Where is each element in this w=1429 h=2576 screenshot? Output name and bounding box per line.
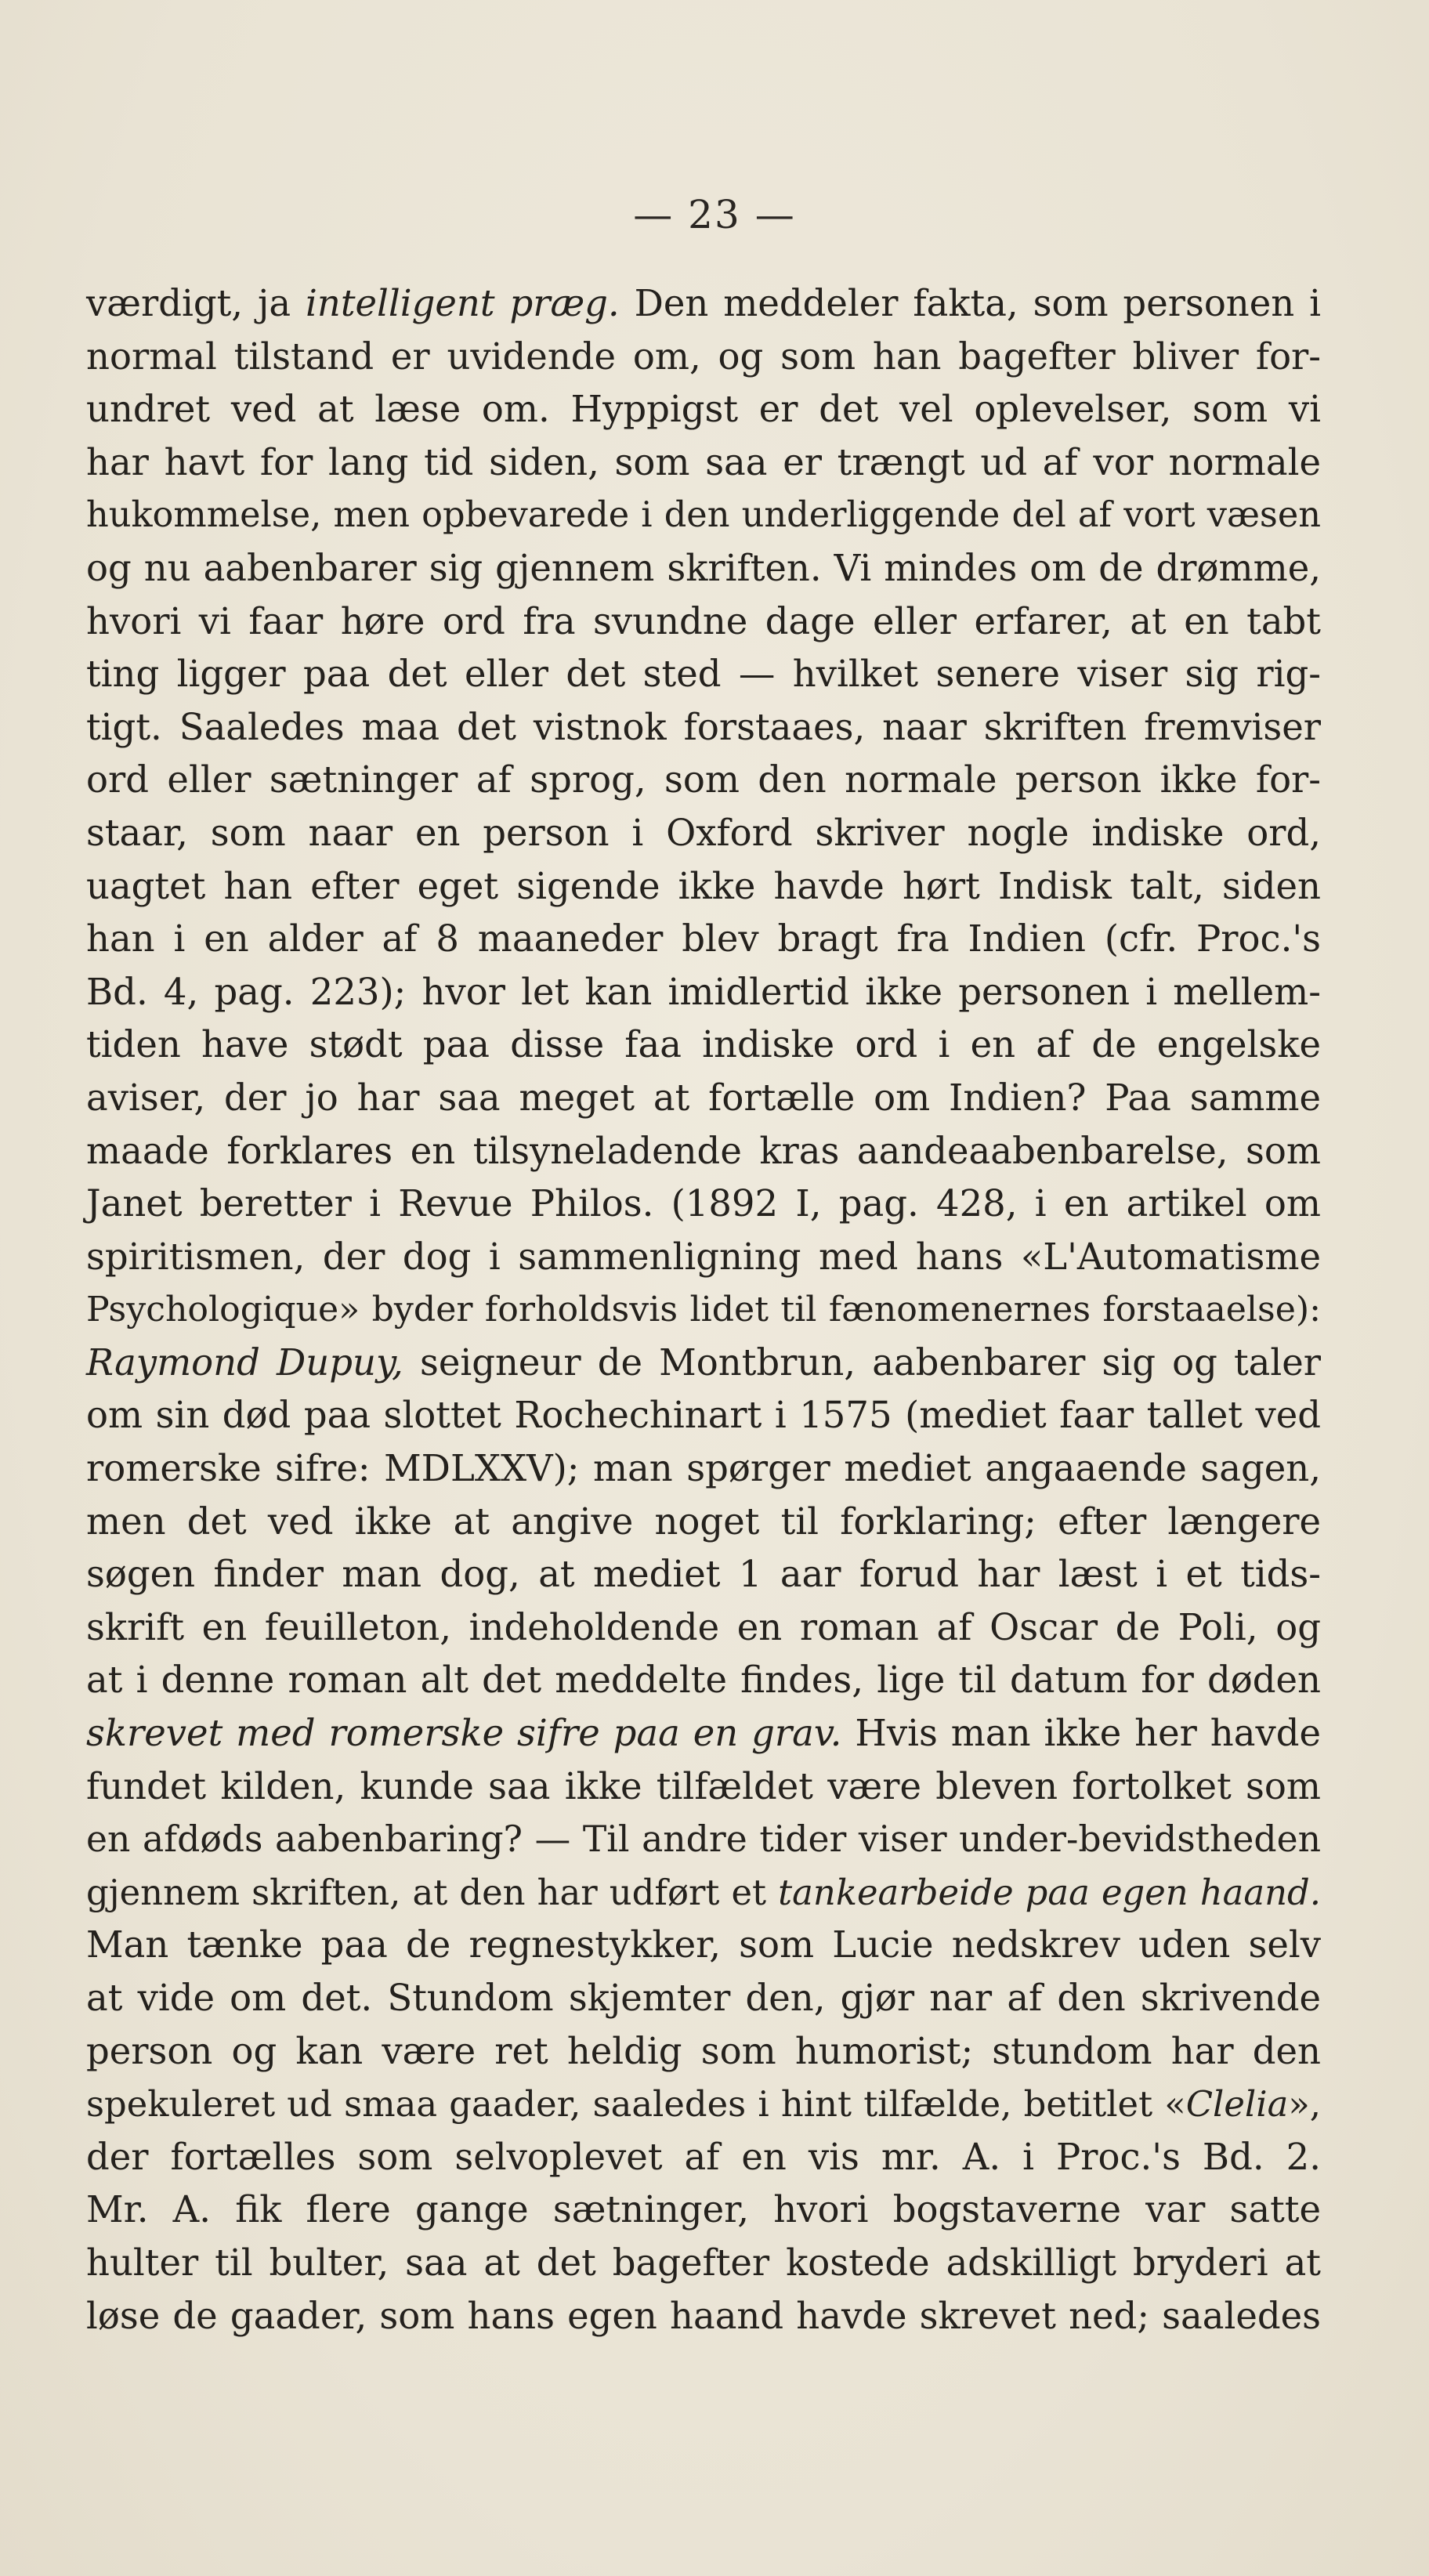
text-line [86, 1548, 1321, 1601]
text-segment: ting ligger paa det eller det sted — hvilket senere viser sig rig- [86, 653, 1321, 696]
text-segment: Mr. A. fik flere gange sætninger, hvori bogstaverne var satte [86, 2188, 1321, 2231]
text-line [86, 1972, 1321, 2025]
italic-text-segment: intelligent præg. [306, 282, 620, 324]
text-line [86, 331, 1321, 384]
text-segment: Hvis man ikke her havde [841, 1712, 1321, 1755]
text-line [86, 2237, 1321, 2290]
text-segment: normal tilstand er uvidende om, og som han bagefter bliver for- [86, 335, 1321, 378]
text-segment: Den meddeler fakta, som personen i [619, 282, 1321, 324]
text-segment: og nu aabenbarer sig gjennem skriften. Vi mindes om de drømme, [86, 546, 1321, 589]
text-segment: spiritismen, der dog i sammenligning med hans «L'Automatisme [86, 1235, 1321, 1278]
italic-text-segment: tankearbeide paa egen haand. [778, 1871, 1321, 1913]
text-line [86, 1231, 1321, 1284]
text-line [86, 1018, 1321, 1072]
text-line [86, 701, 1321, 754]
text-line [86, 1654, 1321, 1707]
text-line [86, 1866, 1321, 1919]
text-line [86, 1178, 1321, 1231]
text-line [86, 542, 1321, 595]
text-line [86, 1919, 1321, 1972]
text-line [86, 1389, 1321, 1442]
text-line [86, 648, 1321, 701]
text-line [86, 860, 1321, 914]
text-segment: om sin død paa slottet Rochechinart i 1575 (mediet faar tallet ved [86, 1394, 1321, 1437]
text-segment: fundet kilden, kunde saa ikke tilfældet være bleven fortolket som [86, 1764, 1321, 1807]
text-line [86, 2131, 1321, 2184]
text-segment: Psychologique» byder forholdsvis lidet til fænomenernes forstaaelse): [86, 1290, 1321, 1330]
italic-text-segment: skrevet med romerske sifre paa en grav. [86, 1712, 842, 1755]
text-line [86, 1125, 1321, 1178]
text-line [86, 436, 1321, 490]
text-segment: han i en alder af 8 maaneder blev bragt fra Indien (cfr. Proc.'s [86, 917, 1321, 961]
italic-text-segment: Clelia [1185, 2083, 1289, 2126]
text-line [86, 595, 1321, 649]
text-segment: men det ved ikke at angive noget til forklaring; efter længere [86, 1500, 1321, 1543]
text-segment: romerske sifre: MDLXXV); man spørger mediet angaaende sagen, [86, 1447, 1321, 1490]
text-line [86, 1072, 1321, 1125]
text-segment: aviser, der jo har saa meget at fortælle om Indien? Paa samme [86, 1076, 1321, 1119]
text-segment: ord eller sætninger af sprog, som den normale person ikke for- [86, 758, 1321, 801]
text-segment: person og kan være ret heldig som humorist; stundom har den [86, 2029, 1321, 2072]
text-segment: hulter til bulter, saa at det bagefter kostede adskilligt bryderi at [86, 2241, 1321, 2284]
text-segment: Bd. 4, pag. 223); hvor let kan imidlertid ikke personen i mellem- [86, 970, 1321, 1013]
text-line [86, 1442, 1321, 1496]
text-segment: Man tænke paa de regnestykker, som Lucie nedskrev uden selv [86, 1923, 1321, 1966]
text-segment: at i denne roman alt det meddelte findes, lige til datum for døden [86, 1659, 1321, 1702]
text-segment: tigt. Saaledes maa det vistnok forstaaes, naar skriften fremviser [86, 705, 1321, 748]
text-segment: Janet beretter i Revue Philos. (1892 I, pag. 428, i en artikel om [86, 1182, 1321, 1225]
text-segment: seigneur de Montbrun, aabenbarer sig og taler [403, 1340, 1321, 1384]
text-segment: tiden have stødt paa disse faa indiske ord i en af de engelske [86, 1023, 1321, 1066]
text-segment: undret ved at læse om. Hyppigst er det vel oplevelser, som vi [86, 388, 1321, 431]
text-segment: skrift en feuilleton, indeholdende en roman af Oscar de Poli, og [86, 1605, 1321, 1648]
text-line [86, 807, 1321, 860]
text-line [86, 1496, 1321, 1549]
text-segment: løse de gaader, som hans egen haand havde skrevet ned; saaledes [86, 2294, 1321, 2337]
text-segment: spekuleret ud smaa gaader, saaledes i hint tilfælde, betitlet « [86, 2083, 1186, 2126]
text-segment: har havt for lang tid siden, som saa er trængt ud af vor normale [86, 440, 1321, 483]
text-line [86, 383, 1321, 436]
body-text [86, 277, 1321, 2343]
text-segment: hukommelse, men opbevarede i den underliggende del af vort væsen [86, 494, 1321, 536]
text-line [86, 913, 1321, 966]
text-line [86, 1601, 1321, 1655]
text-segment: », [1288, 2083, 1321, 2126]
text-line [86, 1760, 1321, 1814]
page-number: — 23 — [633, 192, 796, 237]
text-line [86, 966, 1321, 1019]
text-segment: der fortælles som selvoplevet af en vis mr. A. i Proc.'s Bd. 2. [86, 2135, 1321, 2178]
text-line [86, 2290, 1321, 2343]
text-line [86, 1283, 1321, 1337]
text-line [86, 277, 1321, 331]
text-segment: hvori vi faar høre ord fra svundne dage eller erfarer, at en tabt [86, 599, 1321, 642]
text-segment: søgen finder man dog, at mediet 1 aar forud har læst i et tids- [86, 1553, 1321, 1596]
text-segment: at vide om det. Stundom skjemter den, gjør nar af den skrivende [86, 1977, 1321, 2019]
text-line [86, 754, 1321, 807]
text-line [86, 489, 1321, 542]
text-line [86, 2183, 1321, 2237]
text-line [86, 1707, 1321, 1760]
italic-text-segment: Raymond Dupuy, [86, 1340, 403, 1384]
text-segment: uagtet han efter eget sigende ikke havde hørt Indisk talt, siden [86, 864, 1321, 907]
text-segment: maade forklares en tilsyneladende kras aandeaabenbarelse, som [86, 1129, 1321, 1172]
text-line [86, 2078, 1321, 2131]
text-segment: en afdøds aabenbaring? — Til andre tider viser under-bevidstheden [86, 1818, 1321, 1861]
text-line [86, 1337, 1321, 1390]
text-line [86, 1813, 1321, 1866]
text-segment: værdigt, ja [86, 282, 306, 324]
text-segment: staar, som naar en person i Oxford skriver nogle indiske ord, [86, 811, 1321, 854]
text-segment: gjennem skriften, at den har udført et [86, 1871, 779, 1913]
text-line [86, 2025, 1321, 2079]
